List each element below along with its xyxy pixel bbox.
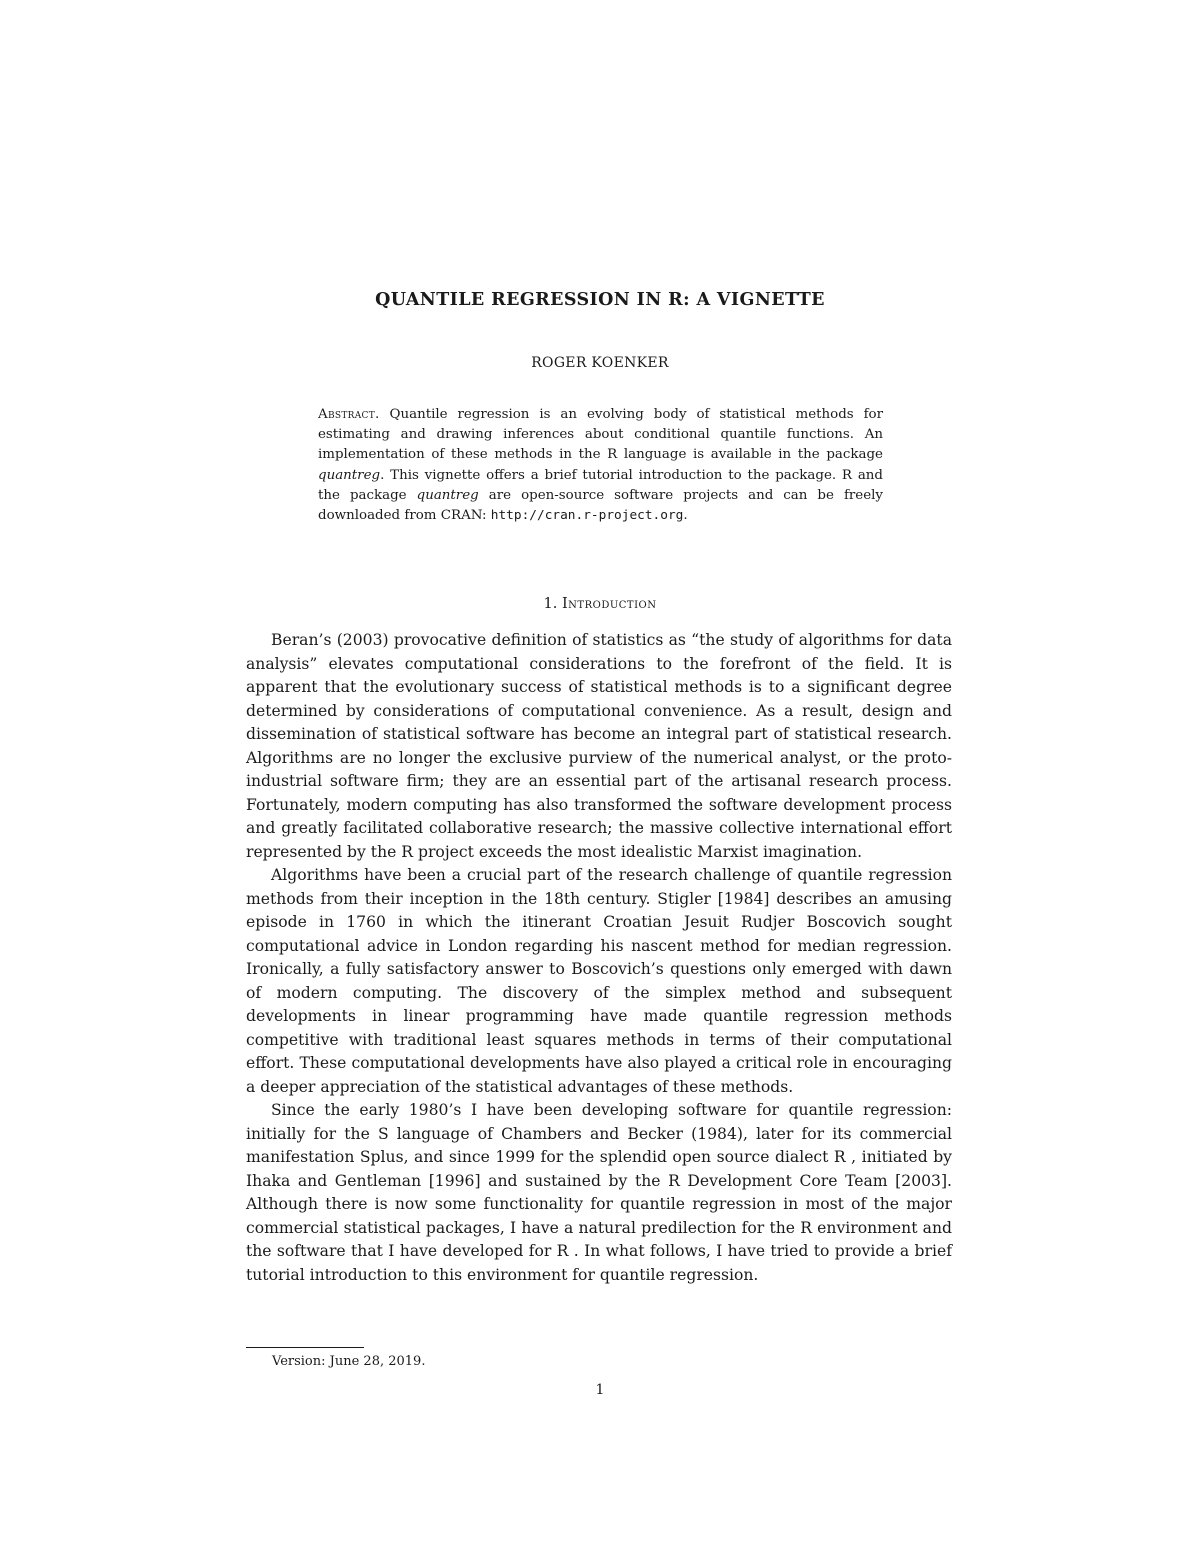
footnote-rule (246, 1347, 364, 1348)
abstract-package-name: quantreg (318, 467, 381, 483)
author-name: ROGER KOENKER (531, 355, 669, 371)
body-paragraph: Algorithms have been a crucial part of the research challenge of quantile regression methods from their inception in the 18th century. Stigler [1984] describes an amusing episode in 1760 in which the itinerant Croatian Jesuit Rudjer Boscovich sought computational advice in London regarding his nascent method for median regression. Ironically, a fully satisfactory answer to Boscovich’s questions only emerged with dawn of modern computing. The discovery of the simplex method and subsequent developments in linear programming have made quantile regression methods competitive with traditional least squares methods in terms of their computational effort. These computational developments have also played a critical role in encouraging a deeper appreciation of the statistical advantages of these methods. (246, 866, 952, 1096)
abstract-label: Abstract. (318, 407, 380, 422)
body-paragraph: Beran’s (2003) provocative definition of statistics as “the study of algorithms for data analysis” elevates computational considerations to the forefront of the field. It is apparent that the evolutionary success of statistical methods is to a significant degree determined by considerations of computational convenience. As a result, design and dissemination of statistical software has become an integral part of statistical research. Algorithms are no longer the exclusive purview of the numerical analyst, or the proto-industrial software firm; they are an essential part of the artisanal research process. Fortunately, modern computing has also transformed the software development process and greatly facilitated collaborative research; the massive collective international effort represented by the R project exceeds the most idealistic Marxist imagination. (246, 631, 952, 861)
section-body (246, 629, 952, 1287)
page-number: 1 (595, 1382, 605, 1398)
abstract-text-2: . This vignette offers a brief tutorial introduction to the package. R and the package (318, 467, 883, 503)
abstract-text-4: . (683, 508, 688, 524)
paper-title: QUANTILE REGRESSION IN R: A VIGNETTE (375, 290, 825, 310)
cran-url[interactable]: http://cran.r-project.org (490, 508, 684, 524)
section-number: 1. (543, 596, 558, 612)
abstract-text-1: Quantile regression is an evolving body of statistical methods for estimating and drawing inferences about conditional quantile functions. An implementation of these methods in the R language is available in the package (318, 407, 883, 463)
footnote-version: Version: June 28, 2019. (272, 1354, 426, 1369)
section-heading (0, 596, 1200, 612)
abstract-package-name: quantreg (416, 487, 479, 503)
body-paragraph: Since the early 1980’s I have been developing software for quantile regression: initially for the S language of Chambers and Becker (1984), later for its commercial manifestation Splus, and since 1999 for the splendid open source dialect R , initiated by Ihaka and Gentleman [1996] and sustained by the R Development Core Team [2003]. Although there is now some functionality for quantile regression in most of the major commercial statistical packages, I have a natural predilection for the R environment and the software that I have developed for R . In what follows, I have tried to provide a brief tutorial introduction to this environment for quantile regression. (246, 1101, 952, 1284)
section-title: Introduction (561, 596, 657, 612)
abstract (318, 405, 883, 526)
abstract-text-3: are open-source software projects and can be freely downloaded from CRAN: (318, 487, 883, 524)
